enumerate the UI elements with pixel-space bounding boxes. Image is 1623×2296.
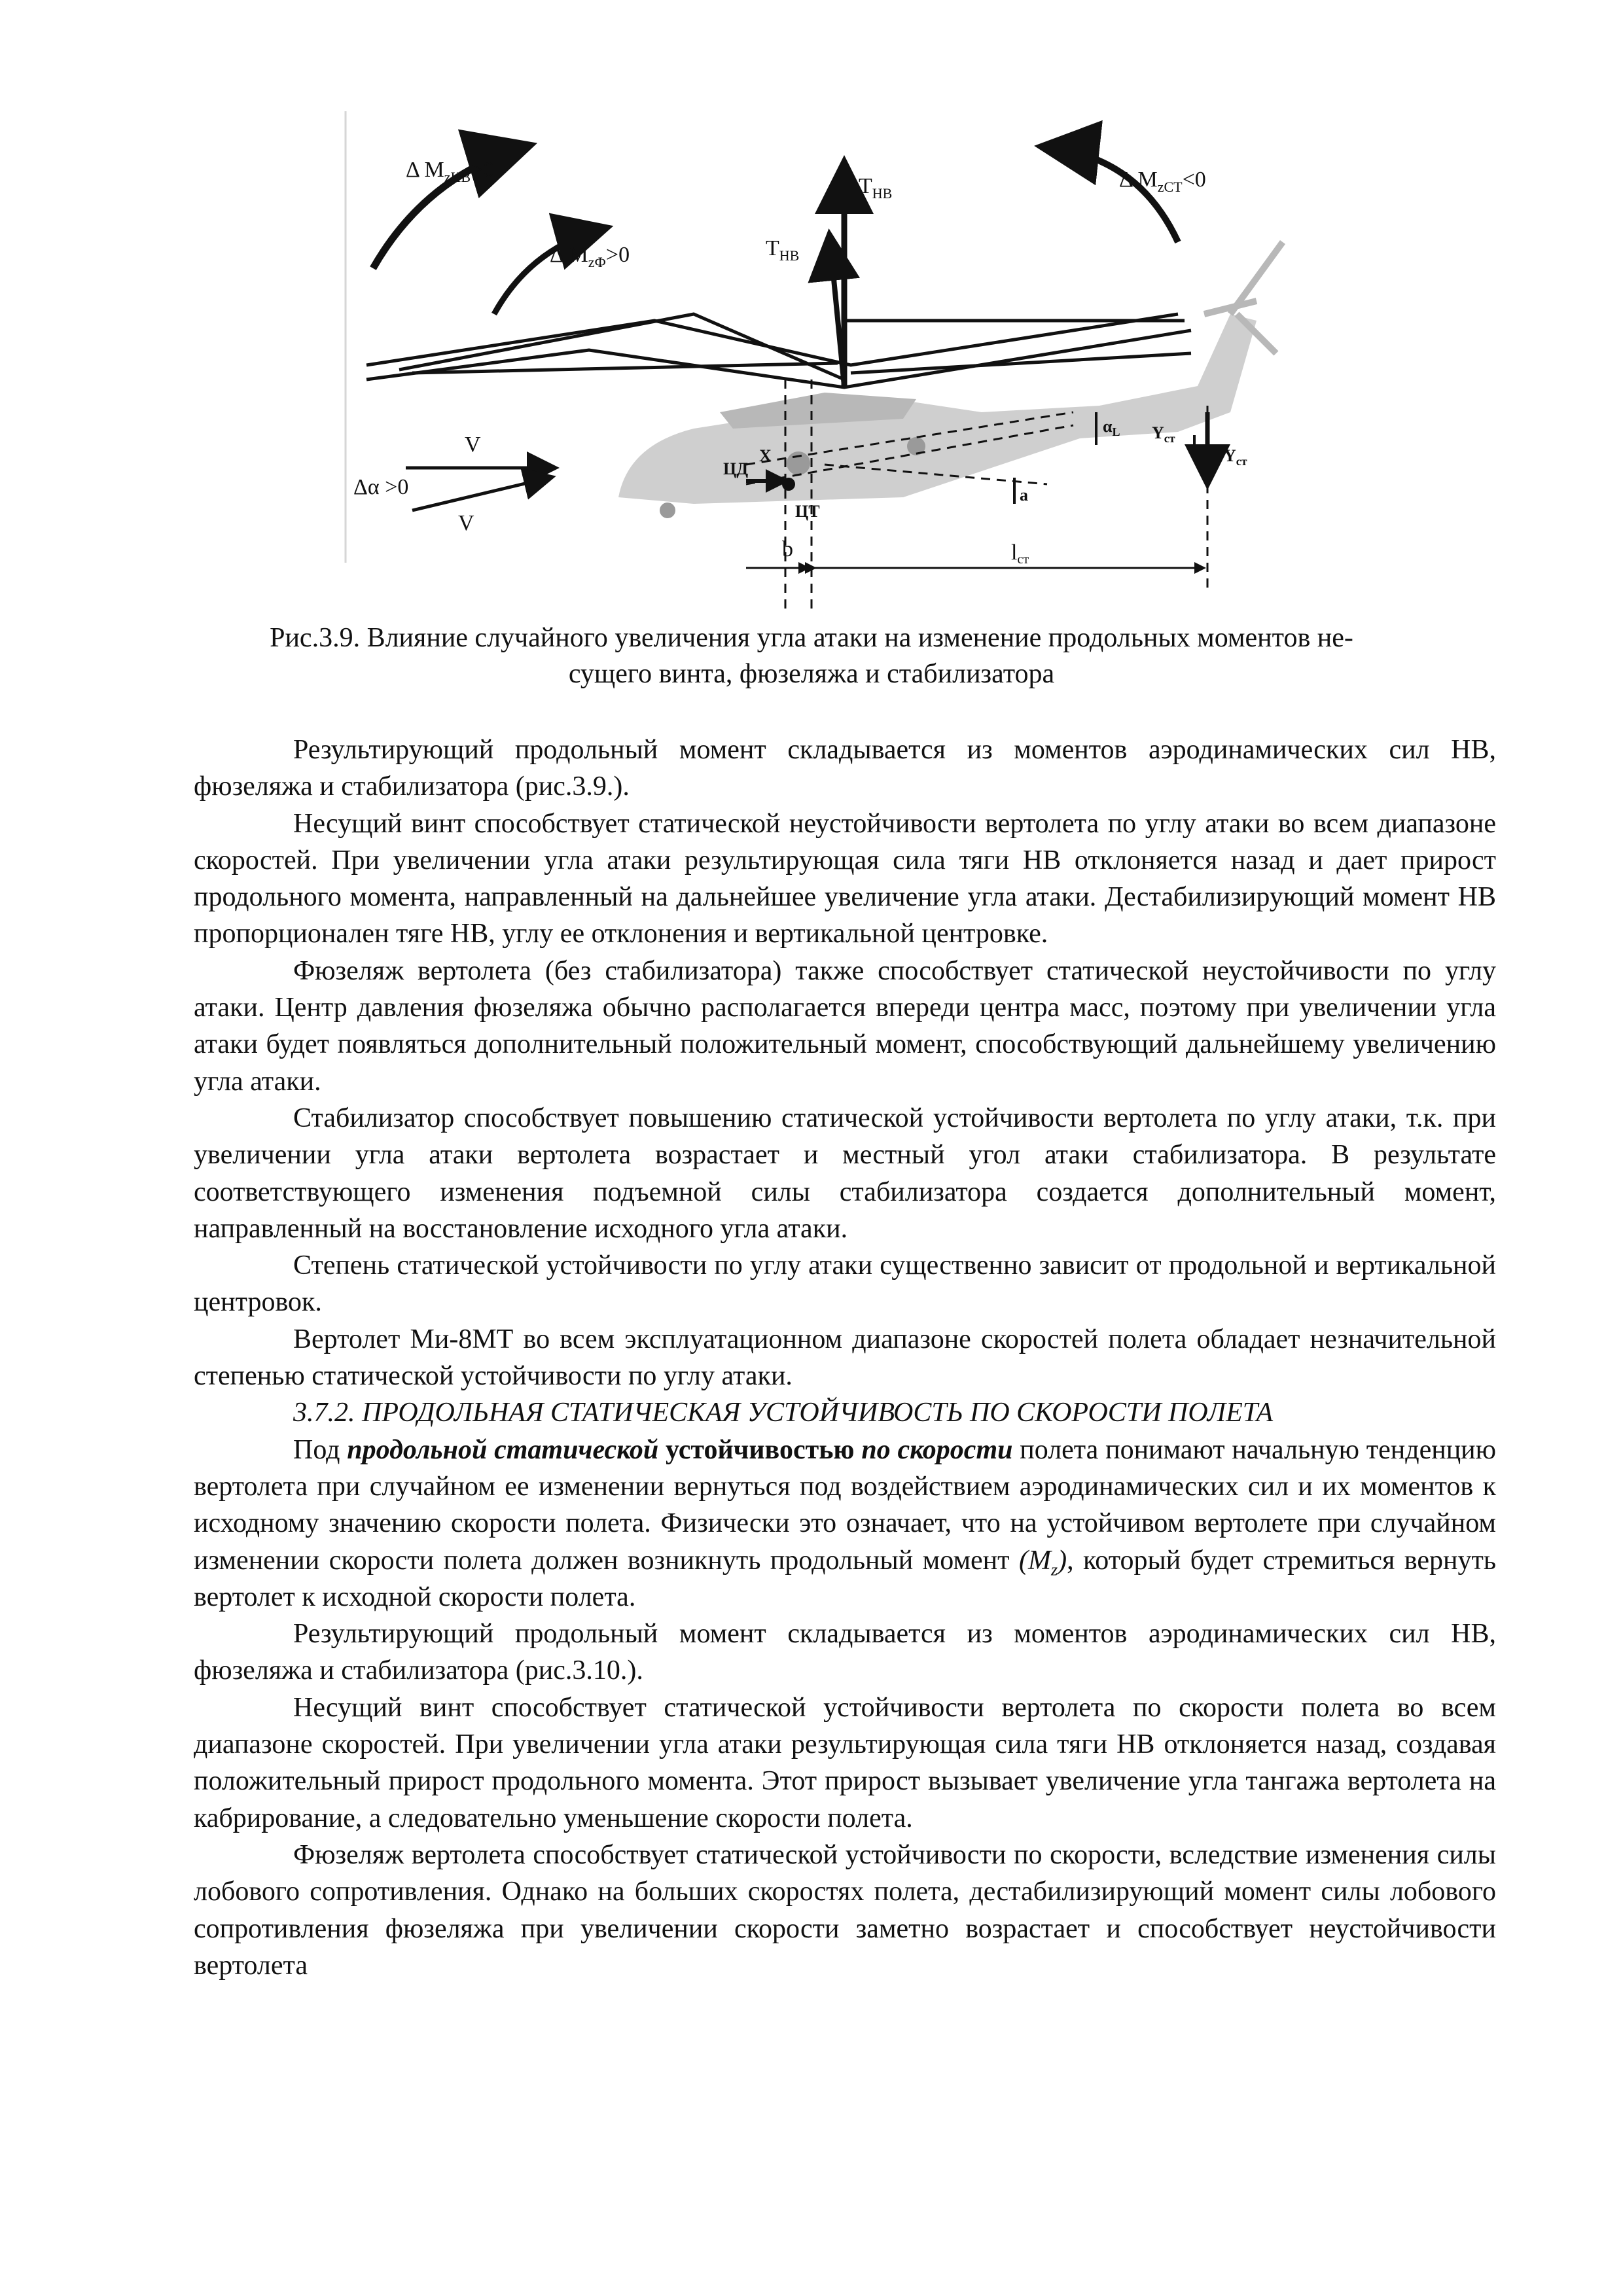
label-dm-zf: Δ $M_{zФ}>0$ bbox=[550, 243, 630, 270]
paragraph-1: Результирующий продольный момент складывается из моментов аэродинамических сил НВ, фюзеляжа и стабилизатора (рис.3.9.). bbox=[194, 735, 1496, 802]
paragraph-9: Несущий винт способствует статической устойчивости вертолета по скорости полета во всем диапазоне скоростей. При увеличении угла атаки результирующая сила тяги НВ отклоняется назад, создавая положительный прирост продольного момента. Этот прирост вызывает увеличение угла тангажа вертолета на кабрирование, а следовательно уменьшение скорости полета. bbox=[194, 1692, 1496, 1833]
paragraph-7: Под продольной статической устойчивостью по скорости полета понимают начальную тенденцию вертолета при случайном ее изменении вернуться под воздействием аэродинамических сил и их моментов к исходному значению скорости полета. Физически это означает, что на устойчивом вертолете при случайном изменении скорости полета должен возникнуть продольный момент $(M_z)$, который будет стремиться вернуть вертолет к исходной скорости полета. bbox=[194, 1434, 1497, 1612]
paragraph-2: Несущий винт способствует статической неустойчивости вертолета по углу атаки во всем диапазоне скоростей. При увеличении угла атаки результирующая сила тяги НВ отклоняется назад и дает прирост продольного момента, направленный на дальнейшее увеличение угла атаки. Дестабилизирующий момент НВ пропорционален тяге НВ, углу ее отклонения и вертикальной центровке. bbox=[194, 808, 1496, 949]
label-y-st: $Y_{ст}$ bbox=[1152, 423, 1175, 445]
label-l-st: lст bbox=[1011, 540, 1029, 567]
label-y-st-2: $Y_{ст}$ bbox=[1224, 446, 1247, 468]
label-v-top: V bbox=[465, 433, 481, 457]
moment-arrow-fuselage bbox=[494, 229, 602, 314]
body-text bbox=[194, 732, 1496, 1984]
label-v-bottom: V bbox=[458, 511, 474, 535]
label-cd: ЦД bbox=[723, 459, 749, 478]
figure-caption bbox=[196, 620, 1427, 692]
label-x: X bbox=[759, 446, 772, 465]
paragraph-8: Результирующий продольный момент складывается из моментов аэродинамических сил НВ, фюзеляжа и стабилизатора (рис.3.10.). bbox=[194, 1619, 1496, 1686]
label-dm-zst: Δ $M_{zСТ}<0$ bbox=[1119, 168, 1206, 195]
helicopter-fuselage bbox=[618, 242, 1283, 518]
paragraph-4: Стабилизатор способствует повышению статической устойчивости вертолета по углу атаки, т.к. при увеличении угла атаки вертолета возрастает и местный угол атаки стабилизатора. В результате соответствующего изменения подъемной силы стабилизатора создается дополнительный момент, направленный на восстановление исходного угла атаки. bbox=[194, 1103, 1496, 1244]
caption-line-2: сущего винта, фюзеляжа и стабилизатора bbox=[568, 659, 1055, 689]
label-b: b bbox=[782, 537, 793, 561]
caption-line-1: Рис.3.9. Влияние случайного увеличения угла атаки на изменение продольных моментов не- bbox=[270, 623, 1353, 653]
label-cg: ЦТ bbox=[795, 502, 820, 521]
rotor-blades bbox=[366, 314, 1191, 387]
label-dm-znv: Δ $M_{zНВ}>0$ bbox=[406, 158, 495, 185]
label-alpha-small: a bbox=[1020, 486, 1028, 504]
paragraph-5: Степень статической устойчивости по углу атаки существенно зависит от продольной и вертикальной центровок. bbox=[194, 1250, 1496, 1318]
label-t-nv-left: $T_{НВ}$ bbox=[766, 236, 800, 264]
label-alpha-l: $\alpha_L$ bbox=[1103, 417, 1120, 438]
section-heading: 3.7.2. ПРОДОЛЬНАЯ СТАТИЧЕСКАЯ УСТОЙЧИВОСТЬ ПО СКОРОСТИ ПОЛЕТА bbox=[293, 1398, 1274, 1428]
helicopter-diagram bbox=[327, 105, 1309, 615]
paragraph-3: Фюзеляж вертолета (без стабилизатора) также способствует статической неустойчивости по углу атаки. Центр давления фюзеляжа обычно располагается впереди центра масс, поэтому при увеличении угла атаки будет появляться дополнительный положительный момент, способствующий дальнейшему увеличению угла атаки. bbox=[194, 955, 1496, 1097]
paragraph-6: Вертолет Ми-8МТ во всем эксплуатационном диапазоне скоростей полета обладает незначительной степенью статической устойчивости по углу атаки. bbox=[194, 1324, 1496, 1392]
moment-arrow-nv bbox=[373, 147, 524, 268]
velocity-vector-disturbed bbox=[412, 478, 550, 510]
paragraph-10: Фюзеляж вертолета способствует статической устойчивости по скорости, вследствие изменения силы лобового сопротивления. Однако на больших скоростях полета, дестабилизирующий момент силы лобового сопротивления фюзеляжа при увеличении скорости заметно возрастает и способствует неустойчивости вертолета bbox=[194, 1839, 1496, 1981]
label-delta-alpha: Δα >0 bbox=[353, 475, 409, 499]
label-t-nv-top: $T_{НВ}$ bbox=[859, 174, 893, 202]
figure-3-9 bbox=[327, 105, 1309, 615]
